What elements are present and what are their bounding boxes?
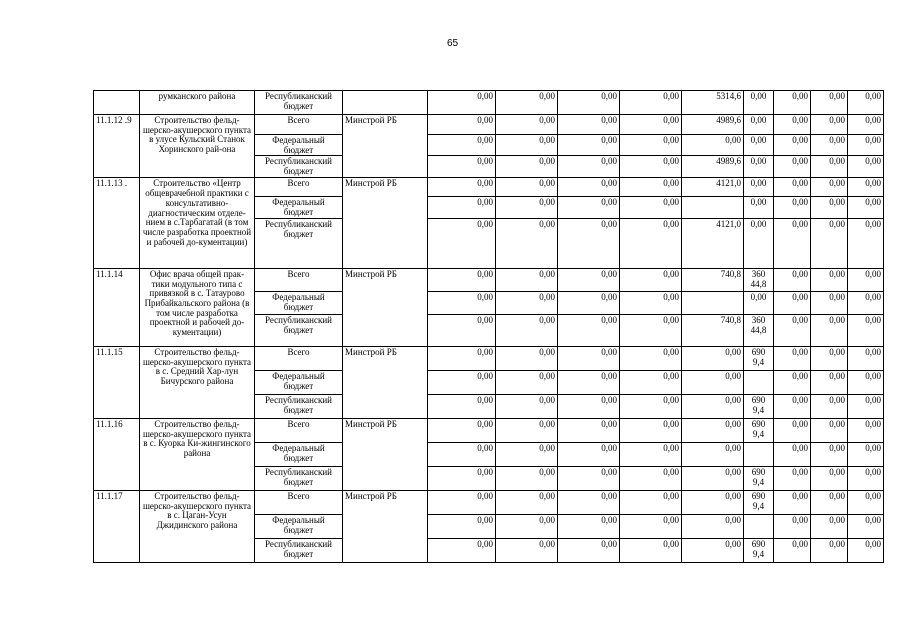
- row-name-cell: Строительство «Центр общеврачебной практики с консультативно-диагностическим отделе-нием в с.Тарбагатай (в том числе разработка проектной и рабочей до-кументации): [140, 178, 255, 268]
- value-cell: 0,00: [496, 394, 558, 418]
- value-cell: 0,00: [848, 490, 884, 514]
- value-cell: [744, 442, 774, 466]
- value-cell: 0,00: [744, 91, 774, 115]
- row-number-cell: 11.1.16: [94, 418, 140, 490]
- value-cell: 0,00: [620, 314, 682, 346]
- value-cell: 0,00: [811, 466, 848, 490]
- value-cell: [744, 370, 774, 394]
- value-cell: 0,00: [428, 135, 496, 156]
- value-cell: 0,00: [848, 538, 884, 562]
- value-cell: 0,00: [558, 178, 620, 197]
- executor-cell: Минстрой РБ: [343, 418, 428, 490]
- value-cell: 0,00: [774, 538, 811, 562]
- funding-source-cell: Всего: [255, 268, 343, 291]
- value-cell: 0,00: [682, 418, 744, 442]
- value-cell: 0,00: [620, 178, 682, 197]
- value-cell: 0,00: [811, 442, 848, 466]
- value-cell: 0,00: [496, 418, 558, 442]
- value-cell: 0,00: [428, 418, 496, 442]
- row-name-cell: Офис врача общей прак-тики модульного типа с привязкой в с. Татаурово Прибайкальского района (в том числе разработка проектной и рабочей до-кументации): [140, 268, 255, 346]
- table-row: [94, 268, 884, 291]
- row-name-cell: Строительство фельд-шерско-акушерского пункта в улусе Кульский Станок Хоринского рай-она: [140, 115, 255, 178]
- value-cell: 0,00: [620, 490, 682, 514]
- value-cell: 0,00: [428, 197, 496, 218]
- value-cell: 0,00: [811, 91, 848, 115]
- value-cell: 4989,6: [682, 156, 744, 178]
- value-cell: 0,00: [428, 394, 496, 418]
- table-row: [94, 91, 884, 115]
- value-cell: 690 9,4: [744, 394, 774, 418]
- value-cell: 0,00: [848, 418, 884, 442]
- table-row: [94, 115, 884, 135]
- value-cell: 0,00: [496, 178, 558, 197]
- value-cell: 0,00: [428, 346, 496, 370]
- value-cell: 4121,0: [682, 178, 744, 197]
- value-cell: 0,00: [744, 291, 774, 314]
- value-cell: 0,00: [620, 135, 682, 156]
- value-cell: 0,00: [558, 370, 620, 394]
- value-cell: 0,00: [496, 91, 558, 115]
- value-cell: 0,00: [848, 370, 884, 394]
- value-cell: 0,00: [620, 91, 682, 115]
- value-cell: 0,00: [774, 197, 811, 218]
- funding-source-cell: Республиканский бюджет: [255, 314, 343, 346]
- value-cell: 0,00: [496, 466, 558, 490]
- funding-source-cell: Федеральный бюджет: [255, 442, 343, 466]
- funding-source-cell: Всего: [255, 346, 343, 370]
- value-cell: 0,00: [774, 514, 811, 538]
- value-cell: 0,00: [682, 514, 744, 538]
- value-cell: 4121,0: [682, 218, 744, 268]
- value-cell: 0,00: [811, 538, 848, 562]
- value-cell: 0,00: [744, 135, 774, 156]
- value-cell: 0,00: [428, 291, 496, 314]
- value-cell: 690 9,4: [744, 418, 774, 442]
- value-cell: 0,00: [428, 442, 496, 466]
- value-cell: 0,00: [558, 490, 620, 514]
- value-cell: 0,00: [774, 156, 811, 178]
- value-cell: 0,00: [620, 268, 682, 291]
- value-cell: 0,00: [811, 291, 848, 314]
- value-cell: 0,00: [496, 514, 558, 538]
- value-cell: 0,00: [496, 291, 558, 314]
- value-cell: 0,00: [774, 268, 811, 291]
- funding-source-cell: Республиканский бюджет: [255, 91, 343, 115]
- value-cell: 0,00: [811, 156, 848, 178]
- executor-cell: Минстрой РБ: [343, 178, 428, 268]
- value-cell: 0,00: [620, 514, 682, 538]
- value-cell: 0,00: [620, 394, 682, 418]
- value-cell: [682, 291, 744, 314]
- value-cell: 0,00: [774, 418, 811, 442]
- row-name-cell: Строительство фельд-шерско-акушерского пункта в с. Цаган-Усун Джидинского района: [140, 490, 255, 562]
- value-cell: 4989,6: [682, 115, 744, 135]
- funding-source-cell: Федеральный бюджет: [255, 514, 343, 538]
- value-cell: 0,00: [428, 115, 496, 135]
- value-cell: 0,00: [428, 268, 496, 291]
- value-cell: 0,00: [496, 538, 558, 562]
- value-cell: 0,00: [774, 218, 811, 268]
- value-cell: 0,00: [848, 394, 884, 418]
- value-cell: 0,00: [774, 115, 811, 135]
- row-number-cell: 11.1.17: [94, 490, 140, 562]
- value-cell: 740,8: [682, 268, 744, 291]
- value-cell: 0,00: [682, 370, 744, 394]
- value-cell: 0,00: [620, 115, 682, 135]
- value-cell: 0,00: [811, 418, 848, 442]
- value-cell: 0,00: [811, 197, 848, 218]
- value-cell: 0,00: [558, 314, 620, 346]
- funding-source-cell: Всего: [255, 490, 343, 514]
- value-cell: 0,00: [496, 115, 558, 135]
- value-cell: [744, 514, 774, 538]
- row-number-cell: 11.1.15: [94, 346, 140, 418]
- value-cell: 0,00: [558, 442, 620, 466]
- value-cell: 0,00: [558, 91, 620, 115]
- value-cell: 0,00: [428, 538, 496, 562]
- value-cell: 0,00: [558, 197, 620, 218]
- value-cell: 0,00: [428, 514, 496, 538]
- funding-source-cell: Всего: [255, 418, 343, 442]
- value-cell: 0,00: [428, 178, 496, 197]
- value-cell: 0,00: [744, 178, 774, 197]
- executor-cell: Минстрой РБ: [343, 490, 428, 562]
- funding-source-cell: Федеральный бюджет: [255, 197, 343, 218]
- value-cell: 0,00: [620, 218, 682, 268]
- value-cell: 0,00: [774, 135, 811, 156]
- funding-source-cell: Всего: [255, 115, 343, 135]
- value-cell: 0,00: [811, 370, 848, 394]
- executor-cell: Минстрой РБ: [343, 268, 428, 346]
- value-cell: 0,00: [558, 418, 620, 442]
- value-cell: 5314,6: [682, 91, 744, 115]
- value-cell: 0,00: [558, 466, 620, 490]
- value-cell: 0,00: [774, 442, 811, 466]
- value-cell: 0,00: [428, 466, 496, 490]
- value-cell: 0,00: [620, 291, 682, 314]
- value-cell: 740,8: [682, 314, 744, 346]
- value-cell: 690 9,4: [744, 490, 774, 514]
- value-cell: 0,00: [558, 268, 620, 291]
- value-cell: 0,00: [620, 156, 682, 178]
- row-name-cell: Строительство фельд-шерско-акушерского пункта в с. Куорка Ки-жингинского района: [140, 418, 255, 490]
- value-cell: 0,00: [558, 115, 620, 135]
- table-row: [94, 418, 884, 442]
- value-cell: 360 44,8: [744, 314, 774, 346]
- value-cell: 0,00: [682, 346, 744, 370]
- value-cell: 0,00: [558, 135, 620, 156]
- value-cell: 360 44,8: [744, 268, 774, 291]
- value-cell: 0,00: [620, 418, 682, 442]
- value-cell: 0,00: [811, 514, 848, 538]
- value-cell: 0,00: [428, 490, 496, 514]
- value-cell: 0,00: [620, 466, 682, 490]
- value-cell: [682, 197, 744, 218]
- value-cell: 0,00: [848, 268, 884, 291]
- value-cell: 0,00: [620, 197, 682, 218]
- value-cell: 0,00: [811, 218, 848, 268]
- value-cell: 0,00: [774, 490, 811, 514]
- value-cell: 0,00: [811, 178, 848, 197]
- row-number-cell: 11.1.12 .9: [94, 115, 140, 178]
- value-cell: 0,00: [496, 135, 558, 156]
- value-cell: 0,00: [682, 466, 744, 490]
- value-cell: 0,00: [774, 394, 811, 418]
- value-cell: 690 9,4: [744, 538, 774, 562]
- value-cell: 0,00: [848, 91, 884, 115]
- value-cell: 0,00: [774, 178, 811, 197]
- value-cell: 0,00: [620, 538, 682, 562]
- funding-source-cell: Республиканский бюджет: [255, 218, 343, 268]
- value-cell: 0,00: [428, 314, 496, 346]
- value-cell: 0,00: [811, 115, 848, 135]
- value-cell: 0,00: [848, 197, 884, 218]
- value-cell: 0,00: [682, 135, 744, 156]
- funding-source-cell: Республиканский бюджет: [255, 538, 343, 562]
- value-cell: 0,00: [744, 115, 774, 135]
- value-cell: 0,00: [558, 346, 620, 370]
- value-cell: 0,00: [496, 156, 558, 178]
- executor-cell: Минстрой РБ: [343, 346, 428, 418]
- value-cell: 0,00: [774, 291, 811, 314]
- row-number-cell: 11.1.13 .: [94, 178, 140, 268]
- value-cell: 690 9,4: [744, 466, 774, 490]
- value-cell: 0,00: [848, 135, 884, 156]
- value-cell: 0,00: [496, 314, 558, 346]
- funding-source-cell: Федеральный бюджет: [255, 370, 343, 394]
- value-cell: 0,00: [811, 135, 848, 156]
- value-cell: 0,00: [428, 218, 496, 268]
- table-row: [94, 490, 884, 514]
- value-cell: 0,00: [848, 291, 884, 314]
- value-cell: 0,00: [682, 538, 744, 562]
- value-cell: 0,00: [496, 370, 558, 394]
- value-cell: 0,00: [744, 218, 774, 268]
- value-cell: 0,00: [848, 466, 884, 490]
- funding-source-cell: Всего: [255, 178, 343, 197]
- value-cell: 0,00: [496, 346, 558, 370]
- value-cell: 0,00: [620, 442, 682, 466]
- value-cell: 0,00: [774, 91, 811, 115]
- value-cell: 0,00: [774, 346, 811, 370]
- value-cell: 0,00: [558, 514, 620, 538]
- value-cell: 0,00: [558, 156, 620, 178]
- value-cell: 0,00: [620, 346, 682, 370]
- value-cell: 0,00: [744, 156, 774, 178]
- executor-cell: [343, 91, 428, 115]
- row-name-cell: румканского района: [140, 91, 255, 115]
- value-cell: 0,00: [848, 178, 884, 197]
- funding-source-cell: Федеральный бюджет: [255, 291, 343, 314]
- value-cell: 0,00: [811, 346, 848, 370]
- funding-source-cell: Республиканский бюджет: [255, 156, 343, 178]
- table-row: [94, 178, 884, 197]
- value-cell: 0,00: [848, 156, 884, 178]
- budget-table: [93, 90, 884, 563]
- value-cell: 0,00: [496, 442, 558, 466]
- value-cell: 0,00: [496, 268, 558, 291]
- executor-cell: Минстрой РБ: [343, 115, 428, 178]
- value-cell: 0,00: [682, 394, 744, 418]
- value-cell: 0,00: [811, 394, 848, 418]
- value-cell: 0,00: [496, 490, 558, 514]
- value-cell: 0,00: [848, 115, 884, 135]
- funding-source-cell: Республиканский бюджет: [255, 394, 343, 418]
- value-cell: 0,00: [428, 370, 496, 394]
- value-cell: 0,00: [496, 218, 558, 268]
- value-cell: 0,00: [620, 370, 682, 394]
- value-cell: 690 9,4: [744, 346, 774, 370]
- value-cell: 0,00: [496, 197, 558, 218]
- value-cell: 0,00: [848, 314, 884, 346]
- value-cell: 0,00: [848, 346, 884, 370]
- value-cell: 0,00: [811, 268, 848, 291]
- row-name-cell: Строительство фельд-шерско-акушерского пункта в с. Средний Хар-лун Бичурского района: [140, 346, 255, 418]
- table-row: [94, 346, 884, 370]
- value-cell: 0,00: [811, 314, 848, 346]
- funding-source-cell: Федеральный бюджет: [255, 135, 343, 156]
- row-number-cell: 11.1.14: [94, 268, 140, 346]
- value-cell: 0,00: [774, 466, 811, 490]
- row-number-cell: [94, 91, 140, 115]
- value-cell: 0,00: [774, 314, 811, 346]
- value-cell: 0,00: [848, 514, 884, 538]
- value-cell: 0,00: [848, 218, 884, 268]
- value-cell: 0,00: [682, 490, 744, 514]
- value-cell: 0,00: [682, 442, 744, 466]
- value-cell: 0,00: [558, 291, 620, 314]
- value-cell: 0,00: [744, 197, 774, 218]
- funding-source-cell: Республиканский бюджет: [255, 466, 343, 490]
- value-cell: 0,00: [428, 91, 496, 115]
- value-cell: 0,00: [428, 156, 496, 178]
- value-cell: 0,00: [848, 442, 884, 466]
- value-cell: 0,00: [774, 370, 811, 394]
- value-cell: 0,00: [558, 394, 620, 418]
- value-cell: 0,00: [558, 538, 620, 562]
- table-body: [94, 91, 884, 563]
- page-number: 65: [446, 38, 459, 49]
- value-cell: 0,00: [811, 490, 848, 514]
- value-cell: 0,00: [558, 218, 620, 268]
